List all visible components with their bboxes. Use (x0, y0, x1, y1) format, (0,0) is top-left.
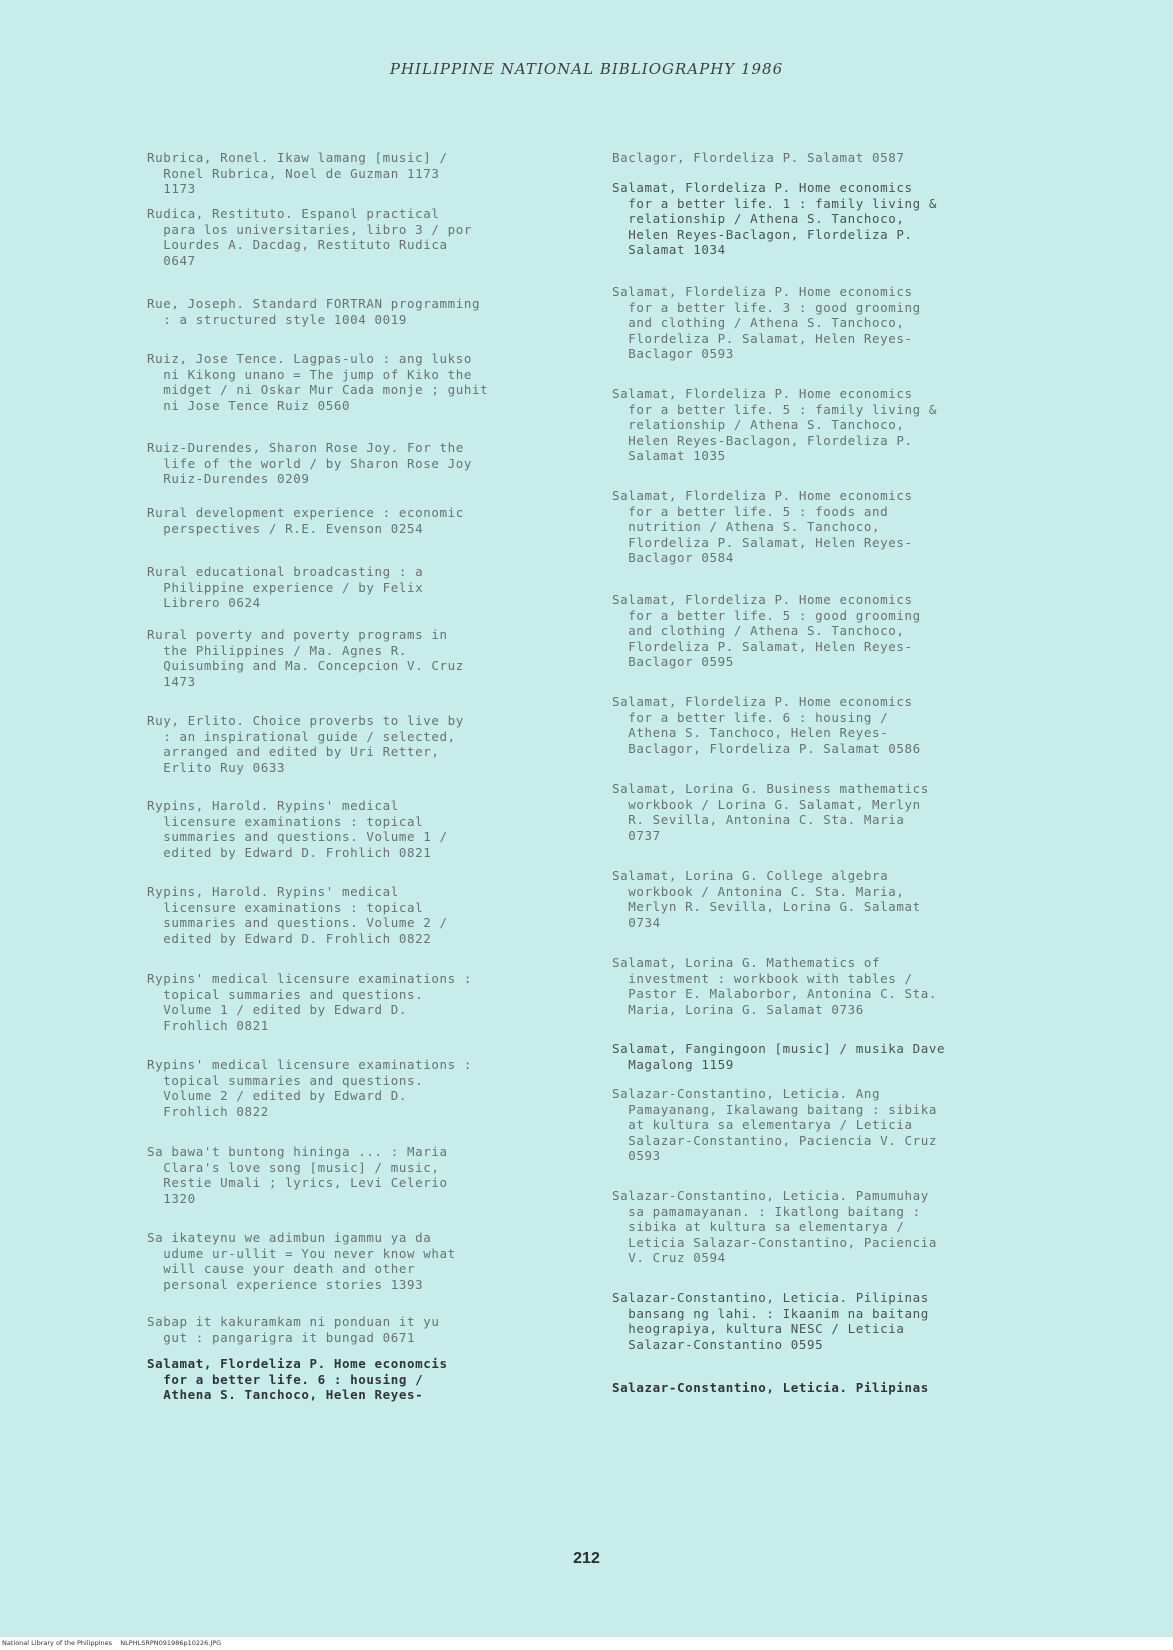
scan-footer: National Library of the Philippines NLPHLSRPN091986p10226.JPG (2, 1639, 222, 1647)
entry: Salamat, Flordeliza P. Home economics for a better life. 5 : good grooming and clothing / Athena S. Tanchoco, Flordeliza P. Salamat, Helen Reyes- Baclagor 0595 (612, 592, 921, 669)
entry: Salamat, Flordeliza P. Home economics for a better life. 3 : good grooming and clothing / Athena S. Tanchoco, Flordeliza P. Salamat, Helen Reyes- Baclagor 0593 (612, 284, 921, 361)
page-number: 212 (573, 1550, 600, 1567)
entry: Rural educational broadcasting : a Philippine experience / by Felix Librero 0624 (147, 564, 424, 610)
entry: Rural development experience : economic perspectives / R.E. Evenson 0254 (147, 505, 464, 536)
entry: Salamat, Flordeliza P. Home economics for a better life. 5 : foods and nutrition / Athena S. Tanchoco, Flordeliza P. Salamat, Helen Reyes- Baclagor 0584 (612, 488, 913, 565)
entry: Salazar-Constantino, Leticia. Pamumuhay sa pamamayanan. : Ikatlong baitang : sibika at kultura sa elementarya / Leticia Salazar-Constantino, Paciencia V. Cruz 0594 (612, 1188, 938, 1265)
entry: Salamat, Fangingoon [music] / musika Dave Magalong 1159 (612, 1041, 946, 1072)
entry: Salamat, Lorina G. Mathematics of investment : workbook with tables / Pastor E. Malaborbor, Antonina C. Sta. Maria, Lorina G. Salamat 0736 (612, 955, 938, 1017)
entry: Ruy, Erlito. Choice proverbs to live by : an inspirational guide / selected, arranged and edited by Uri Retter, Erlito Ruy 0633 (147, 713, 464, 775)
entry: Rypins' medical licensure examinations : topical summaries and questions. Volume 2 / edited by Edward D. Frohlich 0822 (147, 1057, 473, 1119)
entry: Salazar-Constantino, Leticia. Pilipinas (612, 1380, 929, 1395)
entry: Rue, Joseph. Standard FORTRAN programming : a structured style 1004 0019 (147, 296, 481, 327)
entry: Ruiz, Jose Tence. Lagpas-ulo : ang lukso ni Kikong unano = The jump of Kiko the midget / ni Oskar Mur Cada monje ; guhit ni Jose Tence Ruiz 0560 (147, 351, 489, 413)
entry: Rypins, Harold. Rypins' medical licensure examinations : topical summaries and questions. Volume 1 / edited by Edward D. Frohlich 0821 (147, 798, 448, 860)
entry: Rural poverty and poverty programs in the Philippines / Ma. Agnes R. Quisumbing and Ma. Concepcion V. Cruz 1473 (147, 627, 464, 689)
entry: Sa bawa't buntong hininga ... : Maria Clara's love song [music] / music, Restie Umali ; lyrics, Levi Celerio 1320 (147, 1144, 448, 1206)
entry: Salazar-Constantino, Leticia. Ang Pamayanang, Ikalawang baitang : sibika at kultura sa elementarya / Leticia Salazar-Constantino, Paciencia V. Cruz 0593 (612, 1086, 938, 1163)
entry: Salamat, Lorina G. Business mathematics workbook / Lorina G. Salamat, Merlyn R. Sevilla, Antonina C. Sta. Maria 0737 (612, 781, 929, 843)
entry: Rypins' medical licensure examinations : topical summaries and questions. Volume 1 / edited by Edward D. Frohlich 0821 (147, 971, 473, 1033)
entry: Baclagor, Flordeliza P. Salamat 0587 (612, 150, 905, 165)
entry: Rudica, Restituto. Espanol practical para los universitaries, libro 3 / por Lourdes A. Dacdag, Restituto Rudica 0647 (147, 206, 473, 268)
entry: Ruiz-Durendes, Sharon Rose Joy. For the life of the world / by Sharon Rose Joy Ruiz-Durendes 0209 (147, 440, 473, 486)
entry: Salamat, Flordeliza P. Home economics for a better life. 1 : family living & relationship / Athena S. Tanchoco, Helen Reyes-Baclagon, Flordeliza P. Salamat 1034 (612, 180, 938, 257)
entry: Salamat, Flordeliza P. Home economcis for a better life. 6 : housing / Athena S. Tanchoco, Helen Reyes- (147, 1356, 448, 1402)
entry: Salazar-Constantino, Leticia. Pilipinas bansang ng lahi. : Ikaanim na baitang heograpiya, kultura NESC / Leticia Salazar-Constantino 0595 (612, 1290, 929, 1352)
entry: Salamat, Flordeliza P. Home economics for a better life. 5 : family living & relationship / Athena S. Tanchoco, Helen Reyes-Baclagon, Flordeliza P. Salamat 1035 (612, 386, 938, 463)
entry: Salamat, Flordeliza P. Home economics for a better life. 6 : housing / Athena S. Tanchoco, Helen Reyes- Baclagor, Flordeliza P. Salamat 0586 (612, 694, 921, 756)
entry: Sabap it kakuramkam ni ponduan it yu gut : pangarigra it bungad 0671 (147, 1314, 440, 1345)
entry: Salamat, Lorina G. College algebra workbook / Antonina C. Sta. Maria, Merlyn R. Sevilla, Lorina G. Salamat 0734 (612, 868, 921, 930)
entry: Rypins, Harold. Rypins' medical licensure examinations : topical summaries and questions. Volume 2 / edited by Edward D. Frohlich 0822 (147, 884, 448, 946)
entry: Rubrica, Ronel. Ikaw lamang [music] / Ronel Rubrica, Noel de Guzman 1173 1173 (147, 150, 448, 196)
entry: Sa ikateynu we adimbun igammu ya da udume ur-ullit = You never know what will cause your death and other personal experience stories 1393 (147, 1230, 456, 1292)
page-header: PHILIPPINE NATIONAL BIBLIOGRAPHY 1986 (389, 60, 784, 78)
